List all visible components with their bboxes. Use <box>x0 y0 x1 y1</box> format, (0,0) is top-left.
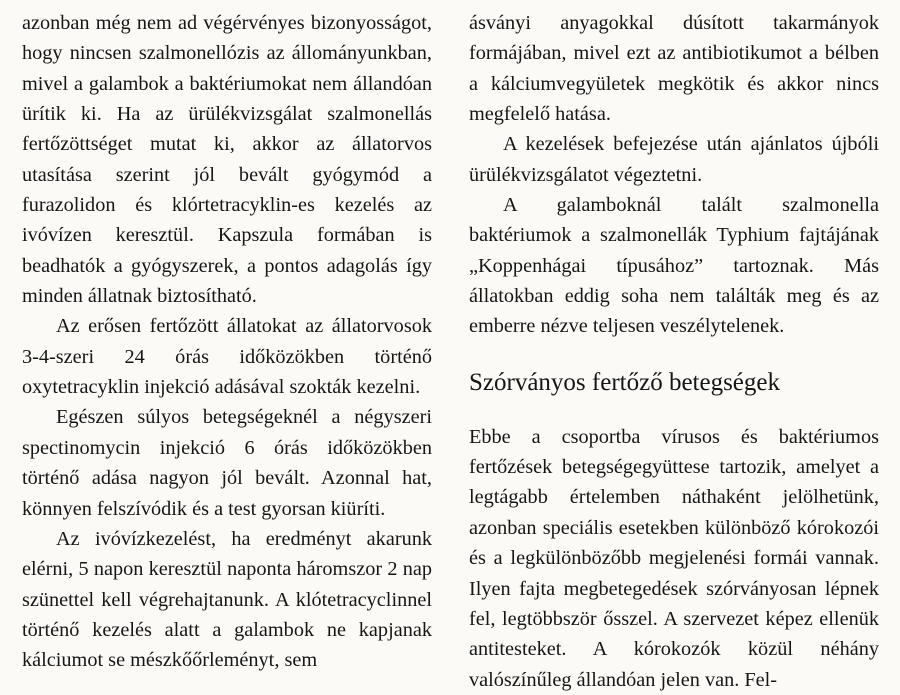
right-column <box>469 8 879 695</box>
section-heading: Szórványos fertőző betegségek <box>469 368 780 396</box>
left-paragraph-2: Az erősen fertőzött állatokat az állatorvosok 3-4-szeri 24 órás időközökben történő oxytetracyklin injekció adásával szokták kezelni. <box>22 315 432 399</box>
left-paragraph-1: azonban még nem ad végérvényes bizonyosságot, hogy nincsen szalmonellózis az állományunkban, mivel a galambok a baktériumokat nem állandóan ürítik ki. Ha az ürülékvizsgálat szalmonellás fertőzöttséget mutat ki, akkor az állatorvos utasítása szerint jól bevált gyógymód a furazolidon és klórtetracyklin-es kezelés az ivóvízen keresztül. Kapszula formában is beadhatók a gyógyszerek, a pontos adagolás így minden állatnak biztosítható. <box>22 12 432 308</box>
right-paragraph-4: Ebbe a csoportba vírusos és baktériumos fertőzések betegségegyüttese tartozik, amelyet a legtágabb értelemben náthaként jelölhetünk, azonban speciális esetekben különböző kórokozói és a legkülönbözőbb megjelenési formái vannak. Ilyen fajta megbetegedések szórványosan lépnek fel, legtöbbször ősszel. A szervezet képez ellenük antitesteket. A kórokozók közül néhány valószínűleg állandóan jelen van. Fel- <box>469 425 879 691</box>
left-paragraph-3: Egészen súlyos betegségeknél a négyszeri spectinomycin injekció 6 órás időközökben történő adása nagyon jól bevált. Azonnal hat, könnyen felszívódik és a test gyorsan kiüríti. <box>22 406 432 520</box>
left-paragraph-4: Az ivóvízkezelést, ha eredményt akarunk elérni, 5 napon keresztül naponta háromszor 2 nap szünettel kell végrehajtanunk. A klótetracyclinnel történő kezelés alatt a galambok ne kapjanak kálciumot se mészkőőrleményt, sem <box>22 527 432 672</box>
right-paragraph-3: A galamboknál talált szalmonella baktériumok a szalmonellák Typhium fajtájának „Koppenhágai típusához” tartoznak. Más állatokban eddig soha nem találták meg és az emberre nézve teljesen veszélytelenek. <box>469 194 879 338</box>
right-paragraph-2: A kezelések befejezése után ajánlatos újbóli ürülékvizsgálatot végeztetni. <box>469 133 879 186</box>
left-column <box>22 8 432 676</box>
right-paragraph-1: ásványi anyagokkal dúsított takarmányok formájában, mivel ezt az antibiotikumot a bélben a kálciumvegyületek megkötik és akkor nincs megfelelő hatása. <box>469 12 879 126</box>
